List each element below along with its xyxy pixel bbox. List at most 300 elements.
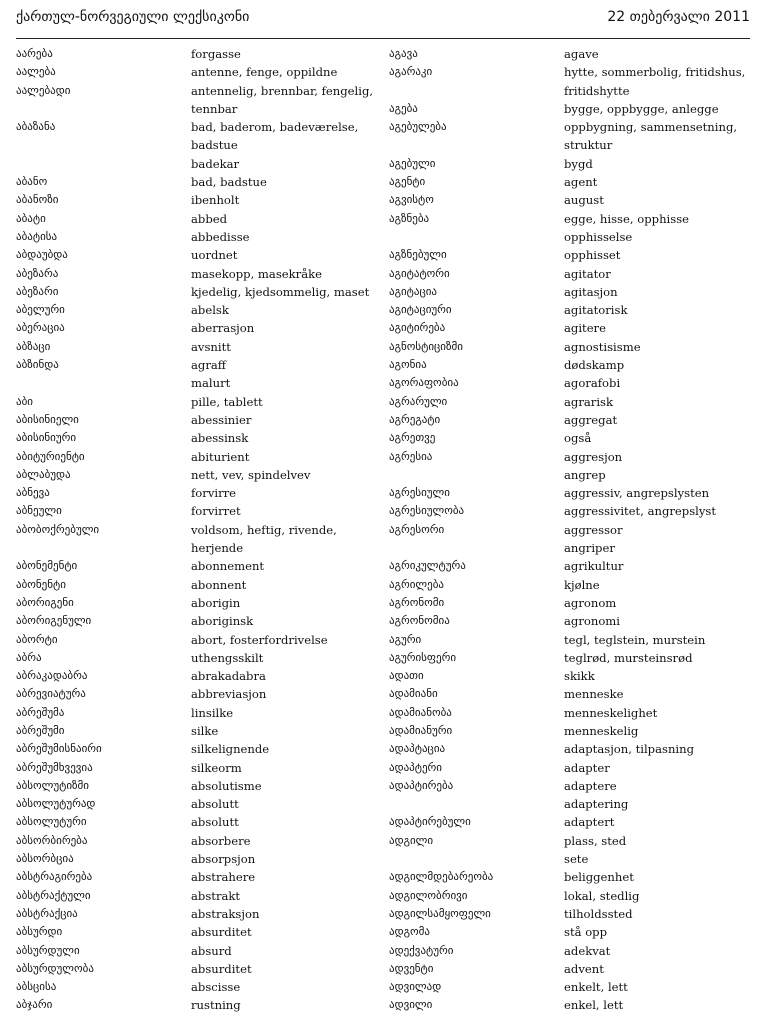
- norwegian-translation: [564, 246, 759, 264]
- norwegian-translation: [191, 63, 386, 81]
- georgian-headword: აგება: [389, 101, 418, 115]
- dictionary-entry: [389, 521, 759, 539]
- norwegian-translation: [191, 868, 386, 886]
- dictionary-entry: [389, 868, 759, 886]
- translation-line: silkeorm: [191, 760, 242, 775]
- georgian-headword: აბსორბცია: [16, 852, 74, 866]
- norwegian-translation: [191, 393, 386, 411]
- georgian-headword: ადაპტირებული: [389, 815, 471, 829]
- georgian-headword: ადამიანი: [389, 687, 438, 701]
- translation-line: advent: [564, 961, 604, 976]
- translation-line: masekopp, masekråke: [191, 266, 323, 281]
- norwegian-translation: [564, 356, 759, 374]
- dictionary-entry: [16, 576, 386, 594]
- norwegian-translation: [191, 960, 386, 978]
- georgian-headword: აბრა: [16, 650, 42, 664]
- dictionary-entry: [389, 722, 759, 740]
- translation-line: agave: [564, 47, 599, 61]
- georgian-headword: აბეზარი: [16, 284, 59, 298]
- page-header: [16, 7, 750, 31]
- translation-line: agitatorisk: [564, 303, 628, 318]
- translation-line: sete: [564, 852, 589, 867]
- translation-line: abort, fosterfordrivelse: [191, 632, 328, 647]
- translation-line: tilholdssted: [564, 906, 633, 921]
- translation-line: stå opp: [564, 925, 608, 940]
- translation-line: absolutt: [191, 797, 239, 812]
- georgian-headword: აგენტი: [389, 175, 426, 189]
- translation-line: herjende: [191, 541, 244, 556]
- dictionary-entry: [389, 45, 759, 63]
- translation-line: opphisselse: [564, 229, 633, 244]
- dictionary-entry: [16, 594, 386, 612]
- translation-line: adaptering: [564, 797, 629, 812]
- norwegian-translation: [191, 942, 386, 960]
- translation-line: struktur: [564, 138, 613, 153]
- georgian-headword: აგნოსტიციზმი: [389, 339, 463, 353]
- norwegian-translation: [191, 923, 386, 941]
- dictionary-entry: [389, 246, 759, 264]
- norwegian-translation: [564, 704, 759, 722]
- georgian-headword: აბსურდული: [16, 943, 80, 957]
- translation-line: agraff: [191, 358, 227, 373]
- georgian-headword: აგურისფერი: [389, 650, 457, 664]
- norwegian-translation: [564, 155, 759, 173]
- dictionary-entry: [389, 484, 759, 502]
- dictionary-entry: [389, 539, 759, 557]
- georgian-headword: აგიტატორი: [389, 266, 450, 280]
- dictionary-entry: [16, 996, 386, 1014]
- dictionary-entry: [389, 191, 759, 209]
- dictionary-entry: [16, 448, 386, 466]
- georgian-headword: აბორიგენი: [16, 595, 74, 609]
- georgian-headword: აბონემენტი: [16, 559, 78, 573]
- norwegian-translation: [191, 795, 386, 813]
- dictionary-entry: [16, 228, 386, 246]
- translation-line: opphisset: [564, 248, 621, 263]
- dictionary-entry: [389, 960, 759, 978]
- translation-line: bygge, oppbygge, anlegge: [564, 101, 719, 116]
- georgian-headword: ადვილად: [389, 980, 442, 994]
- norwegian-translation: [564, 777, 759, 795]
- norwegian-translation: [191, 265, 386, 283]
- dictionary-entry: [389, 740, 759, 758]
- translation-line: hytte, sommerbolig, fritidshus,: [564, 65, 746, 80]
- norwegian-translation: [564, 722, 759, 740]
- norwegian-translation: [564, 649, 759, 667]
- norwegian-translation: [564, 484, 759, 502]
- georgian-headword: აგორაფობია: [389, 376, 459, 390]
- georgian-headword: აბნევა: [16, 486, 50, 500]
- translation-line: adaptere: [564, 778, 617, 793]
- translation-line: absolutisme: [191, 778, 262, 793]
- norwegian-translation: [191, 484, 386, 502]
- dictionary-entry: [16, 338, 386, 356]
- translation-line: abstrahere: [191, 870, 256, 885]
- translation-line: teglrød, mursteinsrød: [564, 650, 693, 665]
- dictionary-entry: [389, 155, 759, 173]
- translation-line: aboriginsk: [191, 614, 254, 629]
- translation-line: beliggenhet: [564, 870, 634, 885]
- georgian-headword: აგრიკულტურა: [389, 559, 466, 573]
- norwegian-translation: [191, 813, 386, 831]
- norwegian-translation: [564, 502, 759, 520]
- georgian-headword: ადგილმდებარეობა: [389, 870, 494, 884]
- georgian-headword: აგრესიული: [389, 486, 450, 500]
- norwegian-translation: [191, 338, 386, 356]
- translation-line: bygd: [564, 156, 593, 171]
- norwegian-translation: [564, 411, 759, 429]
- georgian-headword: აბსტრაქტული: [16, 888, 91, 902]
- translation-line: uthengsskilt: [191, 650, 264, 665]
- translation-line: voldsom, heftig, rivende,: [191, 522, 337, 537]
- norwegian-translation: [191, 356, 386, 374]
- dictionary-entry: [389, 887, 759, 905]
- translation-line: abstraksjon: [191, 906, 260, 921]
- georgian-headword: აბატისა: [16, 229, 58, 243]
- georgian-headword: აგრესია: [389, 449, 433, 463]
- norwegian-translation: [191, 502, 386, 520]
- georgian-headword: აარება: [16, 47, 53, 60]
- translation-line: abiturient: [191, 449, 250, 464]
- translation-line: abessinsk: [191, 431, 249, 446]
- norwegian-translation: [191, 594, 386, 612]
- norwegian-translation: [191, 649, 386, 667]
- georgian-headword: ადექვატური: [389, 943, 454, 957]
- dictionary-entry: [389, 63, 759, 100]
- translation-line: enkel, lett: [564, 998, 624, 1013]
- translation-line: pille, tablett: [191, 394, 263, 409]
- norwegian-translation: [564, 685, 759, 703]
- dictionary-entry: [389, 685, 759, 703]
- page-date: 22 თებერვალი 2011: [607, 9, 750, 25]
- norwegian-translation: [564, 100, 759, 118]
- norwegian-translation: [564, 63, 759, 100]
- dictionary-entry: [16, 118, 386, 155]
- georgian-headword: აბნეული: [16, 504, 62, 518]
- dictionary-entry: [16, 887, 386, 905]
- norwegian-translation: [564, 466, 759, 484]
- translation-line: badekar: [191, 156, 240, 171]
- norwegian-translation: [191, 466, 386, 484]
- translation-line: menneskelig: [564, 723, 639, 738]
- norwegian-translation: [191, 118, 386, 155]
- dictionary-entry: [16, 813, 386, 831]
- dictionary-entry: [16, 740, 386, 758]
- norwegian-translation: [191, 978, 386, 996]
- dictionary-entry: [389, 923, 759, 941]
- georgian-headword: აგარაკი: [389, 65, 433, 79]
- dictionary-entry: [389, 338, 759, 356]
- dictionary-entry: [16, 905, 386, 923]
- translation-line: absolutt: [191, 815, 239, 830]
- georgian-headword: აბეზარა: [16, 266, 59, 280]
- norwegian-translation: [564, 923, 759, 941]
- translation-line: abrakadabra: [191, 669, 266, 684]
- dictionary-entry: [16, 850, 386, 868]
- norwegian-translation: [191, 301, 386, 319]
- georgian-headword: აალებადი: [16, 83, 71, 97]
- georgian-headword: აბრეშუმა: [16, 705, 65, 719]
- translation-line: agrikultur: [564, 559, 624, 574]
- translation-line: aggressiv, angrepslysten: [564, 486, 710, 501]
- norwegian-translation: [564, 374, 759, 392]
- dictionary-entry: [16, 246, 386, 264]
- norwegian-translation: [564, 173, 759, 191]
- georgian-headword: აგრეთვე: [389, 431, 436, 445]
- translation-line: tennbar: [191, 101, 238, 116]
- dictionary-title: ქართულ-ნორვეგიული ლექსიკონი: [16, 9, 250, 25]
- georgian-headword: აბორტი: [16, 632, 58, 646]
- dictionary-entry: [389, 228, 759, 246]
- translation-line: august: [564, 193, 604, 208]
- dictionary-entry: [16, 923, 386, 941]
- norwegian-translation: [191, 228, 386, 246]
- norwegian-translation: [191, 448, 386, 466]
- georgian-headword: აბზაცი: [16, 339, 51, 353]
- dictionary-entry: [389, 374, 759, 392]
- dictionary-entry: [16, 411, 386, 429]
- norwegian-translation: [564, 631, 759, 649]
- georgian-headword: აგებული: [389, 156, 436, 170]
- translation-line: adaptert: [564, 815, 615, 830]
- norwegian-translation: [191, 319, 386, 337]
- dictionary-entry: [16, 557, 386, 575]
- norwegian-translation: [564, 850, 759, 868]
- dictionary-entry: [389, 319, 759, 337]
- norwegian-translation: [564, 301, 759, 319]
- norwegian-translation: [564, 832, 759, 850]
- norwegian-translation: [191, 173, 386, 191]
- translation-line: abstrakt: [191, 888, 241, 903]
- dictionary-entry: [389, 832, 759, 850]
- dictionary-entry: [389, 466, 759, 484]
- norwegian-translation: [191, 832, 386, 850]
- translation-line: dødskamp: [564, 358, 625, 373]
- norwegian-translation: [191, 996, 386, 1014]
- dictionary-entry: [16, 521, 386, 558]
- georgian-headword: აგიტირება: [389, 321, 446, 335]
- georgian-headword: ადაპტირება: [389, 778, 454, 792]
- norwegian-translation: [191, 155, 386, 173]
- translation-line: forvirre: [191, 486, 237, 501]
- dictionary-entry: [16, 484, 386, 502]
- translation-line: malurt: [191, 376, 231, 391]
- georgian-headword: ადვენტი: [389, 961, 434, 975]
- georgian-headword: აგური: [389, 632, 422, 646]
- dictionary-entry: [389, 100, 759, 118]
- norwegian-translation: [564, 539, 759, 557]
- norwegian-translation: [564, 448, 759, 466]
- georgian-headword: აბჯარი: [16, 998, 53, 1012]
- translation-line: agnostisisme: [564, 339, 641, 354]
- translation-line: antenne, fenge, oppildne: [191, 65, 338, 80]
- translation-line: også: [564, 431, 592, 446]
- dictionary-entry: [16, 978, 386, 996]
- norwegian-translation: [564, 813, 759, 831]
- norwegian-translation: [564, 393, 759, 411]
- georgian-headword: აბისინიელი: [16, 412, 79, 426]
- norwegian-translation: [191, 667, 386, 685]
- norwegian-translation: [191, 905, 386, 923]
- norwegian-translation: [564, 759, 759, 777]
- georgian-headword: აგონია: [389, 358, 427, 372]
- norwegian-translation: [191, 740, 386, 758]
- norwegian-translation: [564, 319, 759, 337]
- norwegian-translation: [564, 191, 759, 209]
- dictionary-entry: [389, 502, 759, 520]
- dictionary-entry: [16, 283, 386, 301]
- dictionary-entry: [389, 557, 759, 575]
- translation-line: angriper: [564, 541, 615, 556]
- translation-line: skikk: [564, 669, 595, 684]
- translation-line: forvirret: [191, 504, 241, 519]
- georgian-headword: აბსურდულობა: [16, 961, 94, 975]
- dictionary-entry: [389, 631, 759, 649]
- dictionary-entry: [389, 759, 759, 777]
- dictionary-entry: [389, 283, 759, 301]
- translation-line: abbed: [191, 211, 228, 226]
- dictionary-entry: [389, 942, 759, 960]
- translation-line: aggressor: [564, 522, 623, 537]
- dictionary-entry: [16, 777, 386, 795]
- dictionary-entry: [389, 996, 759, 1014]
- georgian-headword: აბსორბირება: [16, 833, 88, 847]
- translation-line: oppbygning, sammensetning,: [564, 120, 738, 135]
- translation-line: abbedisse: [191, 229, 250, 244]
- translation-line: abelsk: [191, 303, 229, 318]
- norwegian-translation: [564, 868, 759, 886]
- norwegian-translation: [191, 246, 386, 264]
- header-divider: [16, 38, 750, 39]
- dictionary-entry: [16, 759, 386, 777]
- dictionary-entry: [16, 82, 386, 119]
- dictionary-entry: [16, 191, 386, 209]
- georgian-headword: აბრევიატურა: [16, 687, 86, 701]
- translation-line: abonnement: [191, 559, 265, 574]
- georgian-headword: აბსურდი: [16, 925, 63, 939]
- georgian-headword: აბსოლუტურად: [16, 797, 96, 811]
- georgian-headword: აბიტურიენტი: [16, 449, 85, 463]
- georgian-headword: აბსტრაქცია: [16, 906, 78, 920]
- dictionary-entry: [389, 978, 759, 996]
- translation-line: lokal, stedlig: [564, 888, 640, 903]
- dictionary-entry: [16, 63, 386, 81]
- dictionary-entry: [389, 576, 759, 594]
- dictionary-entry: [16, 942, 386, 960]
- dictionary-entry: [16, 155, 386, 173]
- dictionary-entry: [16, 319, 386, 337]
- norwegian-translation: [564, 118, 759, 155]
- translation-line: agent: [564, 175, 598, 190]
- dictionary-entry: [389, 210, 759, 228]
- translation-line: silkelignende: [191, 742, 270, 757]
- georgian-headword: აბზინდა: [16, 358, 59, 372]
- translation-line: forgasse: [191, 47, 241, 61]
- georgian-headword: ადაპტაცია: [389, 742, 446, 756]
- norwegian-translation: [191, 759, 386, 777]
- norwegian-translation: [564, 960, 759, 978]
- norwegian-translation: [564, 429, 759, 447]
- norwegian-translation: [564, 978, 759, 996]
- norwegian-translation: [564, 338, 759, 356]
- norwegian-translation: [564, 283, 759, 301]
- dictionary-entry: [16, 868, 386, 886]
- dictionary-entry: [389, 850, 759, 868]
- translation-line: abscisse: [191, 980, 241, 995]
- georgian-headword: აგრონომი: [389, 595, 445, 609]
- georgian-headword: აგრესიულობა: [389, 504, 465, 518]
- norwegian-translation: [564, 905, 759, 923]
- translation-line: avsnitt: [191, 339, 231, 354]
- norwegian-translation: [564, 594, 759, 612]
- translation-line: absurditet: [191, 925, 252, 940]
- translation-line: linsilke: [191, 705, 234, 720]
- dictionary-entry: [16, 356, 386, 374]
- norwegian-translation: [191, 777, 386, 795]
- left-column: [16, 45, 386, 1015]
- norwegian-translation: [564, 45, 759, 63]
- georgian-headword: აგრარული: [389, 394, 448, 408]
- dictionary-entry: [16, 210, 386, 228]
- dictionary-entry: [389, 649, 759, 667]
- dictionary-entry: [16, 631, 386, 649]
- translation-line: agorafobi: [564, 376, 621, 391]
- dictionary-entry: [16, 429, 386, 447]
- georgian-headword: აგიტაციური: [389, 303, 452, 317]
- translation-line: agitator: [564, 266, 611, 281]
- dictionary-entry: [16, 393, 386, 411]
- translation-line: fritidshytte: [564, 83, 630, 98]
- translation-line: enkelt, lett: [564, 980, 628, 995]
- norwegian-translation: [191, 612, 386, 630]
- translation-line: abonnent: [191, 577, 247, 592]
- dictionary-entry: [389, 301, 759, 319]
- right-column: [389, 45, 759, 1015]
- translation-line: adekvat: [564, 943, 611, 958]
- dictionary-entry: [16, 502, 386, 520]
- norwegian-translation: [564, 667, 759, 685]
- norwegian-translation: [191, 576, 386, 594]
- georgian-headword: აბსოლუტიზმი: [16, 778, 89, 792]
- dictionary-entry: [16, 612, 386, 630]
- georgian-headword: აბსტრაგირება: [16, 870, 93, 884]
- georgian-headword: აგრილება: [389, 577, 444, 591]
- georgian-headword: ადგილსამყოფელი: [389, 906, 491, 920]
- norwegian-translation: [191, 283, 386, 301]
- translation-line: agitere: [564, 321, 606, 336]
- translation-line: menneskelighet: [564, 705, 658, 720]
- norwegian-translation: [191, 850, 386, 868]
- translation-line: egge, hisse, opphisse: [564, 211, 690, 226]
- norwegian-translation: [191, 191, 386, 209]
- norwegian-translation: [191, 429, 386, 447]
- dictionary-entry: [389, 356, 759, 374]
- georgian-headword: აბლაბუდა: [16, 467, 71, 481]
- norwegian-translation: [191, 557, 386, 575]
- georgian-headword: აბანო: [16, 175, 48, 189]
- norwegian-translation: [191, 411, 386, 429]
- dictionary-entry: [16, 301, 386, 319]
- georgian-headword: აბატი: [16, 211, 46, 225]
- translation-line: absurditet: [191, 961, 252, 976]
- georgian-headword: აგრონომია: [389, 614, 450, 628]
- norwegian-translation: [564, 265, 759, 283]
- translation-line: angrep: [564, 467, 606, 482]
- georgian-headword: აბდაუბდა: [16, 248, 68, 262]
- norwegian-translation: [564, 996, 759, 1014]
- norwegian-translation: [564, 887, 759, 905]
- dictionary-entry: [16, 667, 386, 685]
